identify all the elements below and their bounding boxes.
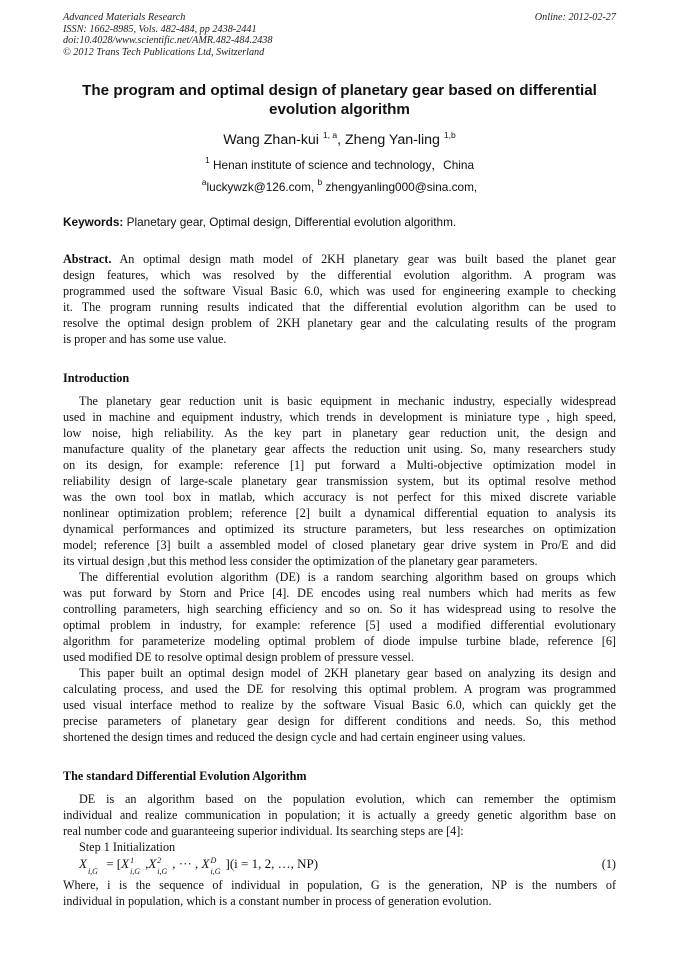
author-separator: , xyxy=(337,132,345,148)
step-1-label: Step 1 Initialization xyxy=(79,840,176,854)
title-line-2: evolution algorithm xyxy=(269,101,410,118)
keywords-label: Keywords: xyxy=(63,215,124,229)
author-2: Zheng Yan-ling xyxy=(345,132,440,148)
paragraph-line: calculating process, and used the DE for resolving this optimal problem. A program was programmed xyxy=(63,682,616,696)
paragraph-line: real number code and guaranteeing superior individual. Its searching steps are [4]: xyxy=(63,824,464,838)
paragraph-line: Where, i is the sequence of individual in population, G is the generation, NP is the numbers of xyxy=(63,878,616,892)
de-paragraph-1 xyxy=(63,791,616,855)
title-line-1: The program and optimal design of planetary gear based on differential xyxy=(82,82,597,99)
intro-paragraph-3 xyxy=(63,665,616,745)
paragraph-line: controlling parameters, high searching efficiency and so on. So it has widespread using to resolve the xyxy=(63,602,616,616)
abstract-line: design features, which was resolved by the differential evolution algorithm. A program was xyxy=(63,268,616,282)
email-a-mark: a xyxy=(201,177,207,187)
equation-1 xyxy=(63,855,616,876)
online-date: Online: 2012-02-27 xyxy=(534,12,616,23)
paragraph-line: dynamical performances and optimized its structure parameters, but less researches on optimization xyxy=(63,522,616,536)
copyright-line: © 2012 Trans Tech Publications Ltd, Switzerland xyxy=(63,46,265,58)
paragraph-line: reliability design of large-scale planetary gear transmission system, but its optimal resolve method xyxy=(63,474,616,488)
equation-1-body: X i,G = [X 1 i,G ,X 2 i,G , ··· , X D i,G ](i = 1, 2, …, NP) xyxy=(79,856,319,876)
affiliation xyxy=(63,155,616,172)
doi-line[interactable]: doi:10.4028/www.scientific.net/AMR.482-484.2438 xyxy=(63,35,273,46)
author-emails xyxy=(63,177,616,194)
paragraph-line: manufacture quality of the planetary gear affects the reduction unit using. So, many researchers study xyxy=(63,442,616,456)
affiliation-mark: 1 xyxy=(204,155,210,165)
author-2-affil-mark: 1,b xyxy=(443,130,456,140)
abstract-line: resolve the optimal design problem of 2KH planetary gear and the calculating results of the program xyxy=(63,316,616,330)
paragraph-line: was the own tool box in matlab, which accuracy is not perfect for this mixed discrete variable xyxy=(63,490,616,504)
paragraph-line: This paper built an optimal design model of 2KH planetary gear based on analyzing its design and xyxy=(79,666,616,680)
paragraph-line: individual and realize communication in population; it is actually a greedy genetic algorithm base on xyxy=(63,808,616,822)
paragraph-line: nonlinear optimization problem; reference [2] built a dynamical differential equation to analysis its xyxy=(63,506,616,520)
paragraph-line: individual in population, which is a constant number in process of generation evolution. xyxy=(63,894,492,908)
de-paragraph-2 xyxy=(63,877,616,909)
section-heading-de-algorithm: The standard Differential Evolution Algorithm xyxy=(63,769,307,783)
paragraph-line: used modified DE to resolve optimal design problem of pressure vessel. xyxy=(63,650,414,664)
paragraph-line: optimal problem in industry, for example: reference [5] used a modified differential evolutionary xyxy=(63,618,616,632)
email-b[interactable]: zhengyanling000@sina.com, xyxy=(322,180,478,194)
email-b-mark: b xyxy=(317,177,323,187)
paragraph-line: DE is an algorithm based on the population evolution, which can remember the optimism xyxy=(79,792,616,806)
paragraph-line: on its design, for example: reference [1] put forward a Multi-objective optimization model in xyxy=(63,458,616,472)
paragraph-line: shortened the design times and reduced the design cycle and had certain engineer using values. xyxy=(63,730,526,744)
keywords-text: Planetary gear, Optimal design, Differential evolution algorithm. xyxy=(123,215,457,229)
paragraph-line: used visual interface method to realize by the software Visual Basic 6.0, which can quickly get the xyxy=(63,698,616,712)
abstract-line: it. The program running results indicated that the differential evolution algorithm can be used to xyxy=(63,300,616,314)
author-list xyxy=(63,131,616,149)
paragraph-line: The planetary gear reduction unit is basic equipment in mechanic industry, especially widespread xyxy=(79,394,616,408)
intro-paragraph-2 xyxy=(63,569,616,665)
paragraph-line: its virtual design ,but this method less consider the optimization of the planetary gear parameters. xyxy=(63,554,538,568)
equation-number: (1) xyxy=(601,857,616,871)
paragraph-line: precise parameters of planetary gear design for different conditions and needs. So, this method xyxy=(63,714,616,728)
journal-header xyxy=(63,12,616,58)
paragraph-line: used in machine and equipment industry, which trends in development is miniature type , high speed, xyxy=(63,410,616,424)
paragraph-line: The differential evolution algorithm (DE) is a random searching algorithm based on groups which xyxy=(79,570,616,584)
intro-paragraph-1 xyxy=(63,393,616,569)
affiliation-text: Henan institute of science and technology，China xyxy=(209,158,475,172)
abstract-line: programmed used the software Visual Basic 6.0, which was used for engineering example to checking xyxy=(63,284,616,298)
journal-name: Advanced Materials Research xyxy=(63,12,186,23)
abstract-line: is proper and has some use value. xyxy=(63,332,227,346)
abstract-label: Abstract. xyxy=(63,252,112,266)
email-a[interactable]: luckywzk@126.com, xyxy=(206,180,318,194)
abstract xyxy=(63,251,616,347)
abstract-line: Abstract. An optimal design math model of 2KH planetary gear was built based the planet gear xyxy=(63,252,616,266)
keywords xyxy=(63,215,616,229)
issn-line: ISSN: 1662-8985, Vols. 482-484, pp 2438-2441 xyxy=(63,23,257,35)
author-1: Wang Zhan-kui xyxy=(223,132,319,148)
author-1-affil-mark: 1, a xyxy=(322,130,338,140)
paragraph-line: low noise, high reliability. As the key part in planetary gear reduction unit, the design and xyxy=(63,426,616,440)
paragraph-line: was put forward by Storn and Price [4]. DE encodes using real numbers which had merits as few xyxy=(63,586,616,600)
paper-title xyxy=(63,81,616,119)
paragraph-line: model; reference [3] built a assembled model of closed planetary gear drive system in Pro/E and did xyxy=(63,538,616,552)
paragraph-line: algorithm for parameterize modeling optimal problem of diode impulse turbine blade, reference [6] xyxy=(63,634,616,648)
section-heading-introduction: Introduction xyxy=(63,371,130,385)
